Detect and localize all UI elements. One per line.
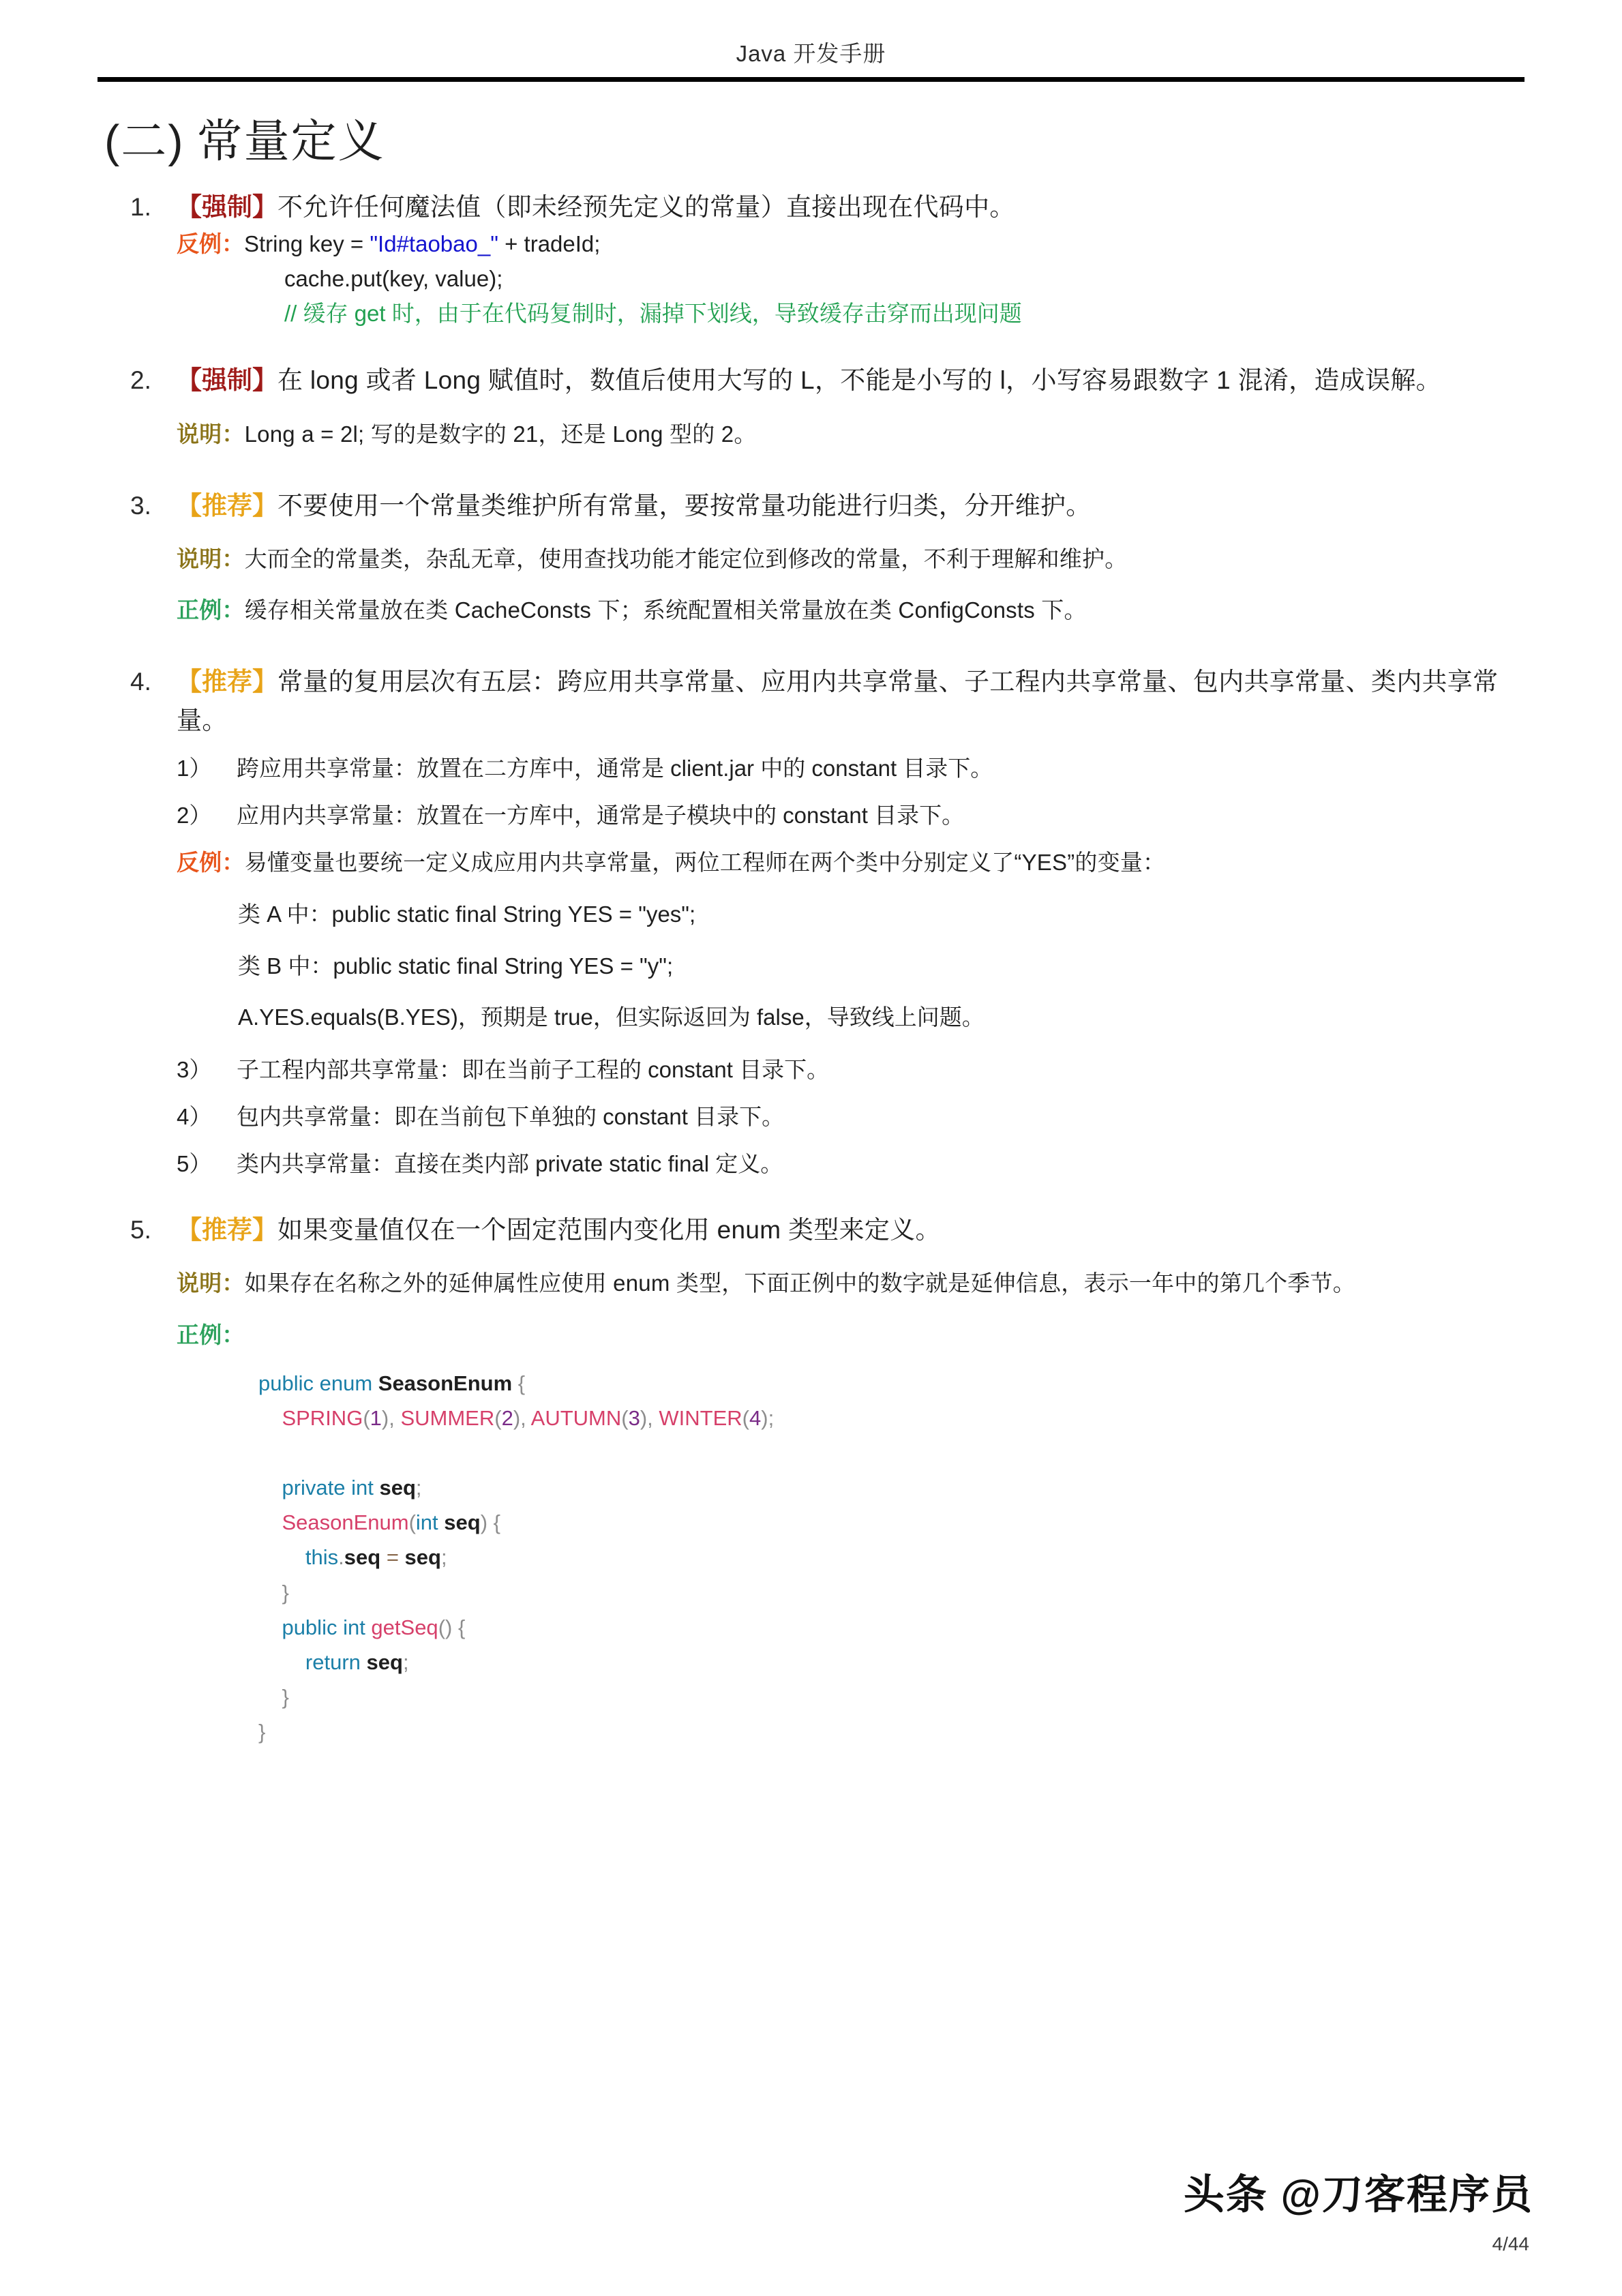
code-token: WINTER: [659, 1405, 742, 1430]
code-token: [258, 1476, 282, 1500]
code-token: getSeq: [371, 1615, 438, 1639]
code-token: (: [742, 1405, 749, 1430]
label-note: 说明：: [177, 546, 245, 572]
counter-example-comment: // 缓存 get 时，由于在代码复制时，漏掉下划线，导致缓存击穿而出现问题: [284, 300, 1022, 326]
code-token: ): [381, 1405, 389, 1430]
rule-positive-example-label: [177, 1317, 1540, 1352]
page-header: [97, 40, 1525, 87]
counter-example-line-1: [177, 228, 1540, 261]
code-line: [258, 1435, 1540, 1470]
rule-note: [177, 417, 1540, 451]
code-token: }: [258, 1684, 289, 1709]
code-line: [258, 1401, 1540, 1435]
code-string-literal: "Id#taobao_": [370, 230, 498, 256]
code-token: [258, 1406, 282, 1430]
rule-text: 不要使用一个常量类维护所有常量，要按常量功能进行归类，分开维护。: [277, 491, 1092, 520]
rule-text: 在 long 或者 Long 赋值时，数值后使用大写的 L，不能是小写的 l，小写容易跟数字 1 混淆，造成误解。: [277, 366, 1441, 395]
code-token: AUTUMN: [530, 1405, 622, 1430]
tag-mandatory: 【强制】: [177, 192, 277, 221]
sub-item-text: 包内共享常量：即在当前包下单独的 constant 目录下。: [237, 1103, 785, 1129]
header-title: Java 开发手册: [736, 41, 886, 66]
code-token: private int: [282, 1476, 380, 1500]
code-token: {: [512, 1371, 526, 1395]
example-line-class-a: 类 A 中：public static final String YES = "yes";: [238, 901, 696, 927]
rule-positive-example: [177, 593, 1540, 627]
rule-item-5: [97, 1211, 1540, 1749]
sub-list-item: [177, 1099, 1540, 1134]
code-token: SeasonEnum: [378, 1371, 513, 1395]
rule-heading: [177, 663, 1540, 739]
label-note: 说明：: [177, 421, 245, 447]
code-token: ,: [389, 1405, 401, 1430]
code-token: ): [513, 1405, 521, 1430]
code-token: 3: [628, 1405, 640, 1430]
sub-list-item: [177, 1146, 1540, 1181]
code-token: =: [380, 1545, 405, 1570]
sub-item-text: 类内共享常量：直接在类内部 private static final 定义。: [237, 1151, 783, 1177]
code-token: (: [494, 1405, 502, 1430]
label-positive-example: 正例：: [177, 1322, 245, 1347]
code-token: public int: [282, 1615, 372, 1639]
code-token: seq: [444, 1510, 481, 1535]
rule-number: 4.: [130, 668, 151, 696]
code-line: [258, 1714, 1540, 1749]
sub-item-number: 4）: [177, 1103, 212, 1129]
code-token: seq: [366, 1650, 403, 1674]
counter-example-line-2: cache.put(key, value);: [284, 265, 503, 291]
code-line: [258, 1505, 1540, 1540]
example-line-equals: A.YES.equals(B.YES)，预期是 true，但实际返回为 false，导致线上问题。: [238, 1004, 985, 1030]
code-token: SPRING: [282, 1405, 363, 1430]
code-token: }: [258, 1720, 266, 1744]
code-line: [258, 1366, 1540, 1401]
sub-list-tail: [177, 1052, 1540, 1181]
rule-item-1: [97, 188, 1540, 331]
code-text: String key =: [244, 230, 370, 256]
code-line: [258, 1575, 1540, 1610]
sub-item-number: 2）: [177, 802, 212, 828]
code-token: this: [305, 1545, 339, 1570]
code-token: ): [640, 1405, 648, 1430]
code-token: [258, 1650, 305, 1674]
page-content: [97, 101, 1540, 1770]
rule-text: 不允许任何魔法值（即未经预先定义的常量）直接出现在代码中。: [277, 192, 1015, 221]
sub-item-number: 5）: [177, 1151, 212, 1177]
code-token: }: [258, 1580, 289, 1605]
sub-list-head: [177, 751, 1540, 833]
code-token: [258, 1510, 282, 1534]
rule-item-3: [97, 487, 1540, 628]
rule-heading: [177, 188, 1540, 226]
tag-recommend: 【推荐】: [177, 668, 277, 696]
tag-recommend: 【推荐】: [177, 491, 277, 520]
code-token: ,: [647, 1405, 659, 1430]
code-token: 1: [370, 1405, 382, 1430]
sub-item-number: 1）: [177, 755, 212, 781]
rule-heading: [177, 1211, 1540, 1249]
rule-heading: [177, 361, 1540, 400]
code-text-tail: + tradeId;: [498, 230, 601, 256]
code-token: 4: [749, 1405, 762, 1430]
rule-text: 如果变量值仅在一个固定范围内变化用 enum 类型来定义。: [277, 1216, 941, 1244]
rule-text: 常量的复用层次有五层：跨应用共享常量、应用内共享常量、子工程内共享常量、包内共享常量、类内共享常量。: [177, 668, 1499, 734]
rule-number: 1.: [130, 192, 151, 221]
counter-text: 易懂变量也要统一定义成应用内共享常量，两位工程师在两个类中分别定义了“YES”的变量：: [244, 850, 1166, 876]
note-text: 大而全的常量类，杂乱无章，使用查找功能才能定位到修改的常量，不利于理解和维护。: [244, 546, 1128, 572]
code-token: (: [408, 1510, 416, 1535]
rule-item-2: [97, 361, 1540, 451]
tag-mandatory: 【强制】: [177, 366, 277, 395]
label-note: 说明：: [177, 1270, 245, 1296]
rule-list: [97, 188, 1540, 1749]
code-token: (: [621, 1405, 629, 1430]
rule-note: [177, 1266, 1540, 1300]
code-line: [258, 1470, 1540, 1505]
code-token: );: [761, 1405, 775, 1430]
code-token: 2: [501, 1405, 513, 1430]
sub-item-text: 跨应用共享常量：放置在二方库中，通常是 client.jar 中的 constant 目录下。: [237, 755, 993, 781]
example-line-class-b: 类 B 中：public static final String YES = "y";: [238, 953, 674, 979]
code-token: ;: [402, 1650, 409, 1674]
section-number: (二): [104, 116, 185, 167]
positive-text: 缓存相关常量放在类 CacheConsts 下；系统配置相关常量放在类 ConfigConsts 下。: [244, 597, 1087, 623]
note-text: 如果存在名称之外的延伸属性应使用 enum 类型，下面正例中的数字就是延伸信息，表示一年中的第几个季节。: [244, 1270, 1355, 1296]
code-token: ) {: [480, 1510, 500, 1535]
rule-heading: [177, 487, 1540, 525]
rule-item-4: [97, 663, 1540, 1181]
code-line: [258, 1645, 1540, 1680]
sub-item-number: 3）: [177, 1056, 212, 1082]
rule-number: 5.: [130, 1216, 151, 1244]
code-token: seq: [344, 1545, 381, 1570]
code-token: int: [415, 1510, 445, 1535]
code-token: ;: [415, 1476, 422, 1500]
rule-number: 3.: [130, 491, 151, 520]
watermark: 头条 @刀客程序员: [1183, 2172, 1533, 2218]
rule-note: [177, 541, 1540, 576]
header-divider: [97, 77, 1525, 82]
rule-counter-example: [177, 845, 1540, 880]
code-token: (: [363, 1405, 370, 1430]
code-token: ,: [520, 1405, 531, 1430]
sub-list-item: [177, 798, 1540, 833]
code-line: [258, 1540, 1540, 1575]
note-text: Long a = 2l; 写的是数字的 21，还是 Long 型的 2。: [244, 421, 757, 447]
sub-list-item: [177, 751, 1540, 786]
code-token: [258, 1615, 282, 1639]
code-token: SUMMER: [400, 1405, 495, 1430]
sub-item-text: 子工程内部共享常量：即在当前子工程的 constant 目录下。: [237, 1056, 830, 1082]
code-token: public enum: [258, 1371, 378, 1395]
code-token: () {: [438, 1615, 466, 1639]
code-token: ;: [440, 1545, 447, 1570]
section-heading: [104, 113, 1540, 170]
code-token: seq: [379, 1476, 416, 1500]
sub-list-item: [177, 1052, 1540, 1087]
label-positive-example: 正例：: [177, 597, 245, 623]
sub-item-text: 应用内共享常量：放置在一方库中，通常是子模块中的 constant 目录下。: [237, 802, 965, 828]
code-token: seq: [404, 1545, 441, 1570]
label-counter-example: 反例：: [177, 230, 244, 256]
java-code-block: [258, 1366, 1540, 1750]
code-token: SeasonEnum: [282, 1510, 409, 1535]
page-number: 4/44: [1492, 2233, 1529, 2254]
code-line: [258, 1610, 1540, 1645]
tag-recommend: 【推荐】: [177, 1216, 277, 1244]
code-token: return: [305, 1650, 367, 1674]
section-title: 常量定义: [196, 116, 385, 167]
rule-number: 2.: [130, 366, 151, 395]
code-line: [258, 1680, 1540, 1714]
label-counter-example: 反例：: [177, 850, 245, 876]
code-token: .: [338, 1545, 344, 1570]
code-token: [258, 1545, 305, 1569]
